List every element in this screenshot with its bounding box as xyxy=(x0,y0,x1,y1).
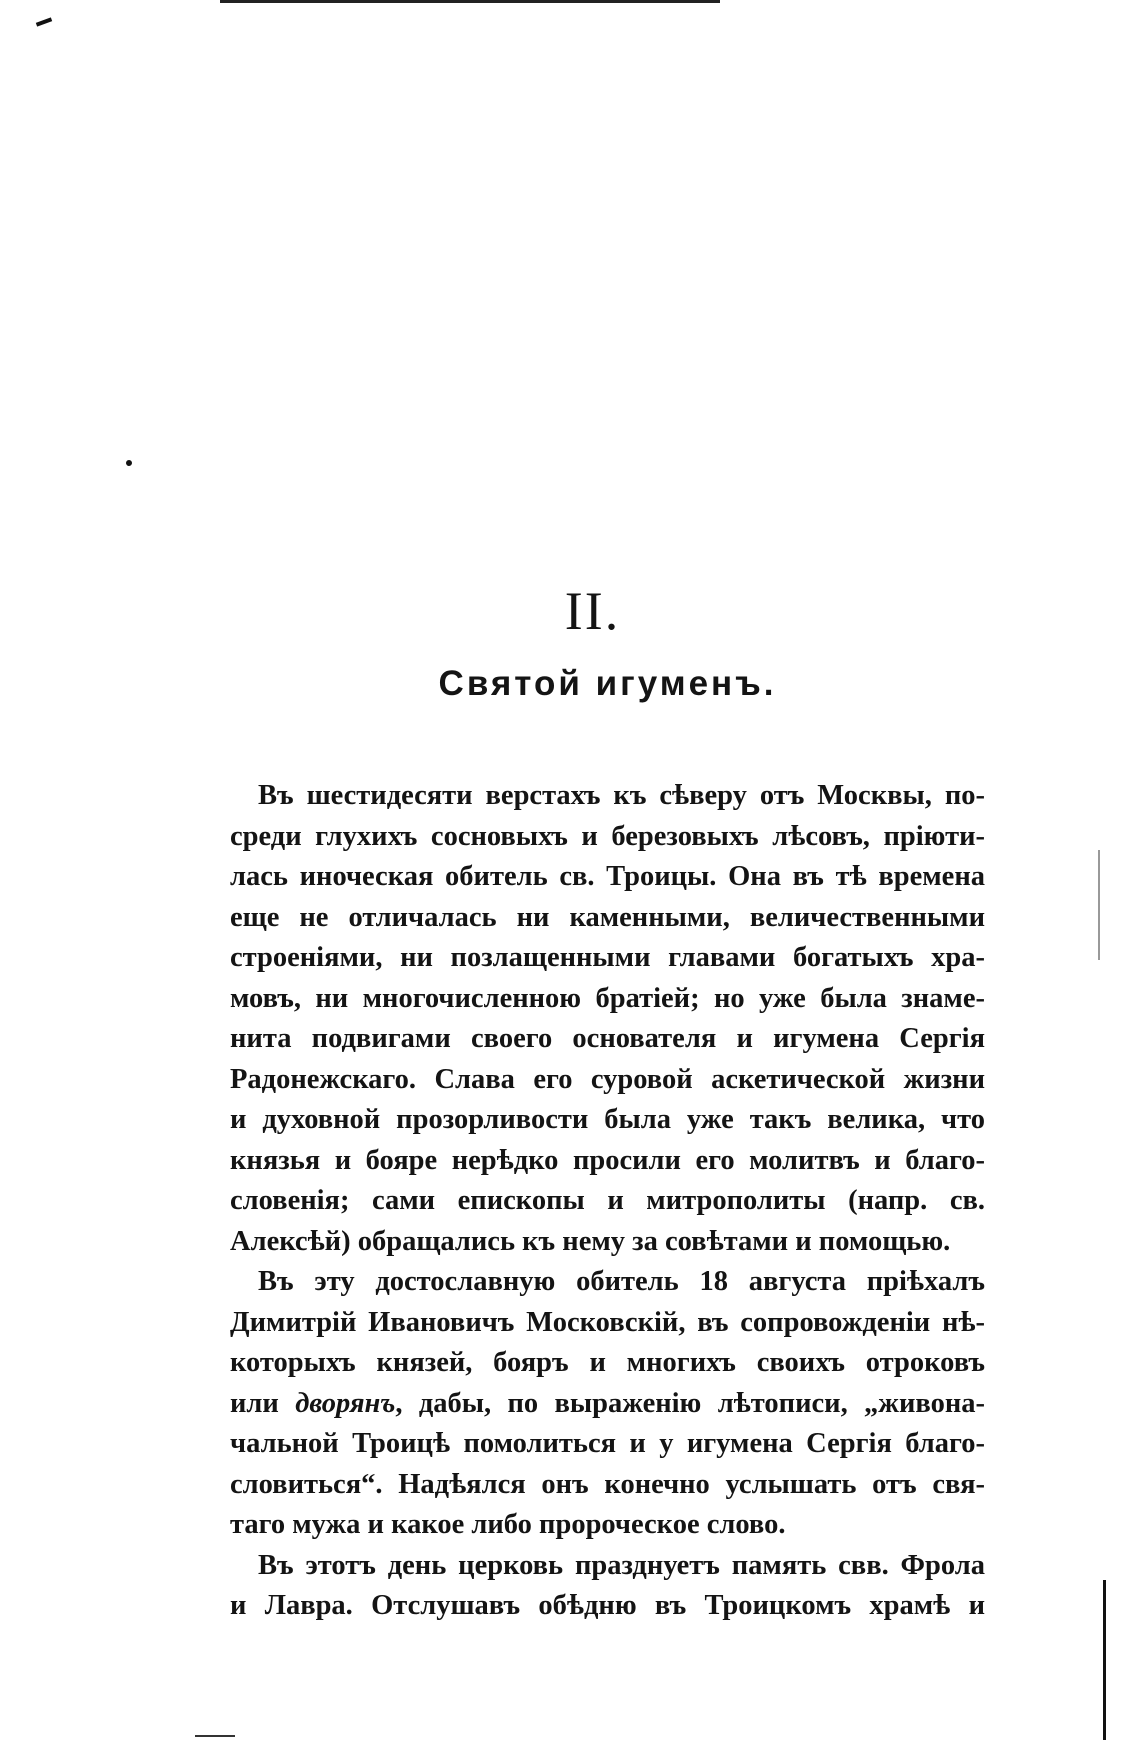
scan-top-rule xyxy=(220,0,720,3)
text-fragment: или xyxy=(230,1387,279,1419)
chapter-title: Святой игуменъ. xyxy=(438,664,777,703)
text-fragment: , дабы, по выраженію лѣтописи, „живона- xyxy=(395,1387,985,1419)
text-line: Въ шестидесяти верстахъ къ сѣверу отъ Москвы, по- xyxy=(258,780,985,811)
chapter-number: II. xyxy=(564,581,621,641)
text-line: словиться“. Надѣялся онъ конечно услышать отъ свя- xyxy=(230,1468,985,1500)
text-line: строеніями, ни позлащенными главами богатыхъ хра- xyxy=(230,942,985,973)
text-line: нита подвигами своего основателя и игумена Сергія xyxy=(230,1023,985,1054)
text-line: чальной Троицѣ помолиться и у игумена Сергія благо- xyxy=(230,1428,985,1459)
scan-mark xyxy=(36,17,52,26)
text-line: мовъ, ни многочисленною братіей; но уже была знаме- xyxy=(230,982,985,1014)
scan-edge-line xyxy=(1098,850,1100,960)
text-line: Радонежскаго. Слава его суровой аскетической жизни xyxy=(230,1063,985,1095)
text-line: еще не отличалась ни каменными, величественными xyxy=(230,901,985,933)
paragraph-1 xyxy=(230,776,985,1262)
text-line: которыхъ князей, бояръ и многихъ своихъ отроковъ xyxy=(230,1347,985,1378)
text-line: лась иноческая обитель св. Троицы. Она въ тѣ времена xyxy=(230,861,985,892)
scan-edge-line xyxy=(1103,1580,1106,1740)
italic-word: дворянъ xyxy=(295,1387,396,1419)
paragraph-2 xyxy=(230,1262,985,1546)
text-line: Димитрій Ивановичъ Московскій, въ сопровожденіи нѣ- xyxy=(230,1306,985,1338)
scan-mark xyxy=(195,1735,235,1737)
scan-dot xyxy=(126,460,132,466)
text-line: Алексѣй) обращались къ нему за совѣтами и помощью. xyxy=(230,1225,951,1257)
text-line: и Лавра. Отслушавъ обѣдню въ Троицкомъ храмѣ и xyxy=(230,1590,985,1621)
text-line: и духовной прозорливости была уже такъ велика, что xyxy=(230,1104,985,1135)
text-line: словенія; сами епископы и митрополиты (напр. св. xyxy=(230,1185,985,1216)
text-line: Въ эту достославную обитель 18 августа пріѣхалъ xyxy=(258,1266,985,1297)
body-text xyxy=(230,776,985,1627)
text-line: князья и бояре нерѣдко просили его молитвъ и благо- xyxy=(230,1144,985,1176)
text-line: Въ этотъ день церковь празднуетъ память свв. Фрола xyxy=(258,1549,985,1581)
text-line xyxy=(230,1384,985,1425)
text-line: среди глухихъ сосновыхъ и березовыхъ лѣсовъ, пріюти- xyxy=(230,820,985,852)
paragraph-3 xyxy=(230,1546,985,1627)
text-line: таго мужа и какое либо пророческое слово. xyxy=(230,1509,786,1540)
